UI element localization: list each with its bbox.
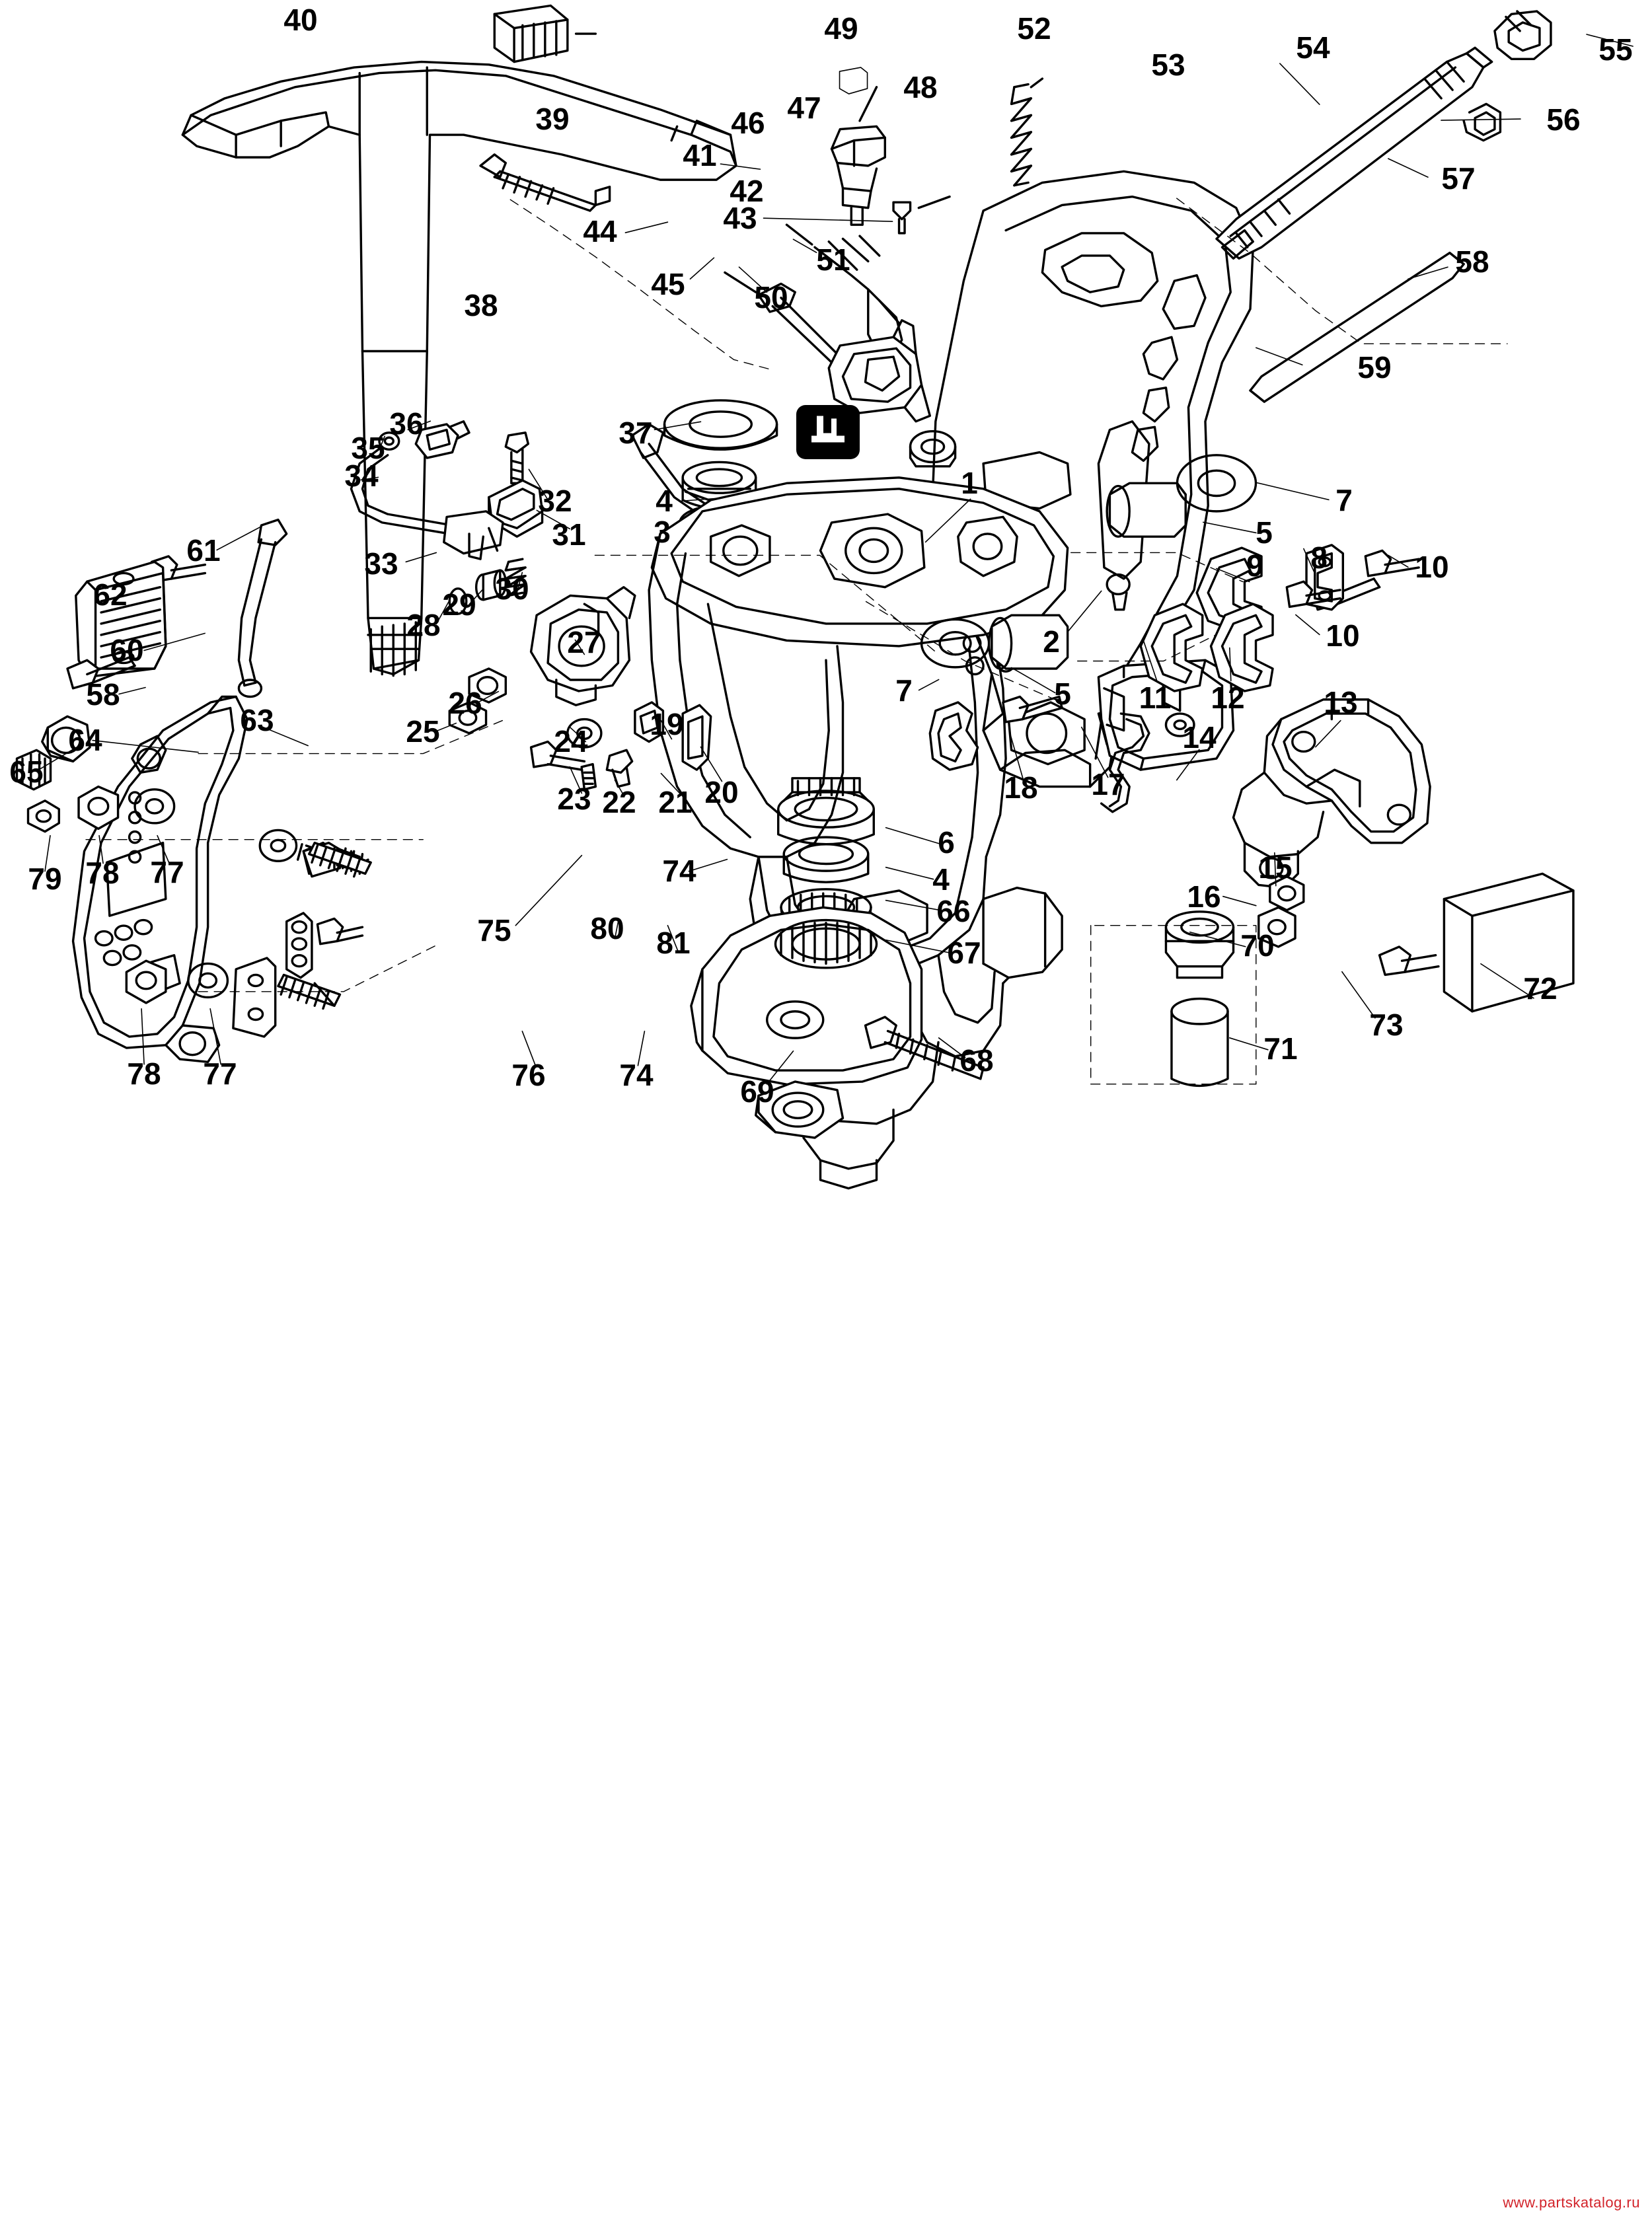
callout-8: 8 [1310, 540, 1328, 575]
part-18-lever [930, 702, 977, 770]
part-33-switch [444, 511, 503, 559]
part-73-screw [1380, 947, 1439, 975]
callout-51: 51 [816, 242, 850, 277]
callout-59: 59 [1357, 350, 1392, 385]
callout-3: 3 [654, 515, 671, 549]
callout-30: 30 [495, 572, 529, 606]
part-10-screw-a [1365, 550, 1419, 575]
callout-23: 23 [557, 782, 591, 816]
callout-44: 44 [583, 214, 617, 248]
callout-66: 66 [936, 894, 971, 928]
part-4-bushing-lower [784, 837, 868, 882]
part-56-c-clip [1464, 104, 1500, 140]
callout-21: 21 [658, 785, 693, 819]
callout-15: 15 [1258, 850, 1293, 885]
callout-56: 56 [1546, 102, 1581, 137]
callout-81: 81 [656, 926, 691, 960]
part-21-clip [607, 750, 632, 786]
callout-17: 17 [1091, 767, 1125, 801]
callout-24: 24 [554, 724, 588, 758]
callout-50: 50 [754, 280, 788, 314]
part-61-rod [239, 520, 286, 697]
callout-11: 11 [1139, 681, 1172, 715]
part-54-tilt-rod [1217, 48, 1492, 258]
callout-31: 31 [552, 517, 586, 552]
callout-69: 69 [740, 1074, 774, 1109]
callout-45: 45 [651, 267, 685, 301]
part-80-anode-bracket [287, 913, 312, 978]
callout-26: 26 [448, 686, 482, 720]
callout-78-upper: 78 [85, 856, 120, 890]
callout-46: 46 [731, 106, 765, 140]
callout-6: 6 [938, 825, 955, 860]
callout-72: 72 [1523, 971, 1558, 1006]
part-67-lower-housing [691, 907, 922, 1084]
part-40-clip [494, 6, 568, 62]
callout-58-lower: 58 [86, 677, 120, 712]
callout-65: 65 [9, 755, 44, 789]
callout-57: 57 [1441, 161, 1476, 196]
callout-13: 13 [1324, 685, 1358, 720]
callout-75: 75 [477, 913, 511, 947]
part-55-clip [1495, 11, 1551, 59]
callout-35: 35 [351, 431, 385, 465]
callout-20: 20 [704, 775, 739, 809]
callout-36: 36 [389, 406, 424, 441]
callout-16: 16 [1187, 879, 1221, 914]
callout-7-lower: 7 [895, 673, 913, 708]
callout-48: 48 [903, 70, 938, 104]
callout-62: 62 [93, 577, 128, 612]
callout-77-upper: 77 [150, 855, 184, 889]
callout-76: 76 [511, 1058, 546, 1092]
callout-54: 54 [1296, 30, 1330, 65]
callout-2: 2 [1043, 624, 1060, 659]
part-48-screw [893, 202, 911, 233]
callout-77-lower: 77 [203, 1056, 237, 1091]
callout-25: 25 [406, 714, 440, 749]
part-71-sleeve [1172, 999, 1228, 1086]
clamp-bracket-highlight-icon [796, 405, 860, 459]
callout-79: 79 [28, 862, 62, 896]
part-81-screw [317, 918, 362, 943]
callout-52: 52 [1017, 11, 1051, 46]
callout-37: 37 [619, 416, 653, 450]
callout-32: 32 [538, 484, 572, 518]
callout-40: 40 [283, 3, 318, 37]
callout-4-lower: 4 [932, 862, 950, 897]
callout-74-upper: 74 [662, 854, 696, 888]
callout-12: 12 [1211, 681, 1245, 715]
part-70-bushing [1166, 912, 1233, 978]
callout-67: 67 [947, 936, 981, 970]
part-6-seal-ring [778, 778, 874, 844]
part-20-clip [683, 705, 711, 770]
part-75-washer [260, 830, 296, 861]
callout-10-b: 10 [1326, 618, 1360, 653]
callout-73: 73 [1369, 1008, 1404, 1042]
callout-7-upper: 7 [1335, 483, 1353, 517]
callout-80: 80 [590, 911, 624, 945]
callout-27: 27 [567, 625, 601, 659]
part-74-bolt-upper-shaft [303, 843, 371, 877]
part-49-fitting [832, 67, 885, 225]
callout-43: 43 [723, 201, 757, 235]
part-79-nut-small [28, 801, 59, 832]
callout-41: 41 [683, 138, 717, 172]
callout-9: 9 [1246, 548, 1263, 583]
callout-60: 60 [110, 633, 144, 667]
callout-53: 53 [1151, 48, 1185, 82]
callout-33: 33 [364, 546, 398, 581]
callout-22: 22 [602, 785, 636, 819]
callout-38: 38 [464, 288, 498, 322]
callout-34: 34 [344, 459, 379, 493]
callout-70: 70 [1240, 928, 1275, 963]
callout-74-lower: 74 [619, 1058, 654, 1092]
callout-39: 39 [535, 102, 570, 136]
callout-19: 19 [650, 707, 684, 741]
callout-49: 49 [824, 11, 858, 46]
callout-61: 61 [186, 533, 221, 568]
callout-55: 55 [1598, 32, 1633, 67]
callout-64: 64 [68, 723, 102, 757]
callout-78-lower: 78 [127, 1056, 161, 1091]
callout-14: 14 [1182, 720, 1217, 755]
callout-58-upper: 58 [1455, 244, 1489, 279]
callout-42: 42 [730, 174, 764, 208]
callout-29: 29 [442, 587, 476, 622]
callout-1: 1 [961, 466, 978, 500]
callout-4-upper: 4 [656, 484, 673, 518]
watermark: www.partskatalog.ru [1503, 2194, 1640, 2211]
callout-71: 71 [1263, 1031, 1298, 1066]
callout-10-a: 10 [1415, 550, 1449, 584]
callout-68: 68 [959, 1043, 994, 1078]
callout-5-upper: 5 [1256, 515, 1273, 550]
callout-5-lower: 5 [1054, 677, 1071, 711]
callout-28: 28 [406, 608, 441, 642]
callout-18: 18 [1004, 770, 1038, 805]
part-32-screw [506, 433, 528, 484]
part-52-spring [1012, 85, 1032, 186]
callout-63: 63 [240, 703, 274, 737]
part-76-plate [233, 958, 276, 1037]
part-5-pin-upper [1107, 483, 1185, 536]
callout-47: 47 [787, 91, 821, 125]
